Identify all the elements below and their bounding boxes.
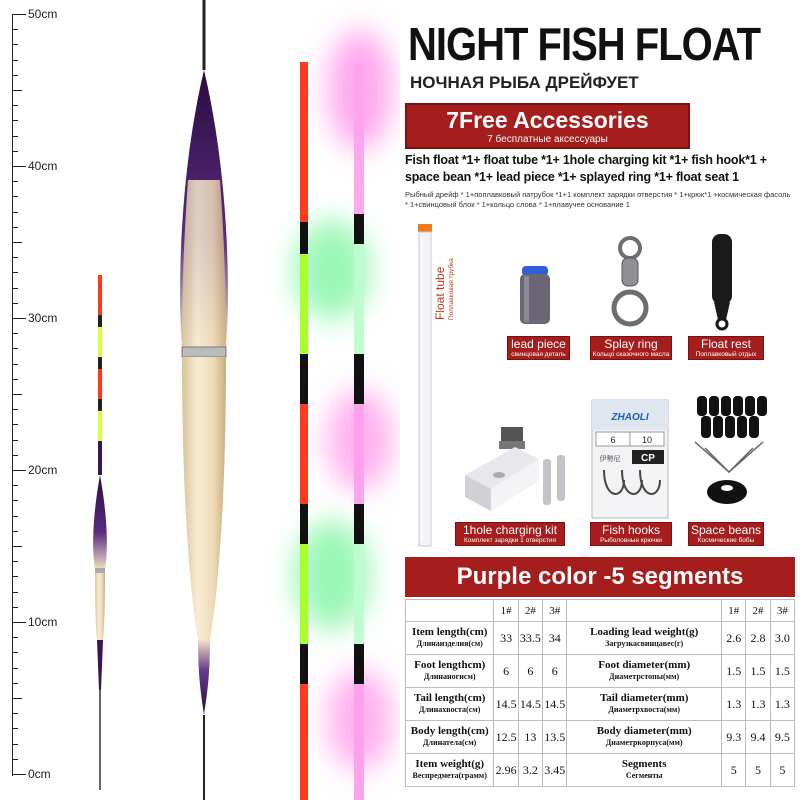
- tip-stick-glowing: [354, 64, 364, 800]
- spec-value: 1.3: [746, 688, 770, 721]
- float-rest-tag: [688, 336, 764, 360]
- ruler-tick: [12, 698, 22, 699]
- ruler-tick: [12, 500, 18, 501]
- spec-value: 1.5: [746, 655, 770, 688]
- spec-label: Foot lengthcm): [414, 659, 486, 671]
- spec-label: Item weight(g): [415, 758, 485, 770]
- spec-value: 3.45: [543, 754, 567, 787]
- spec-header-right-1: 1#: [722, 600, 746, 622]
- space-beans-label: Space beans: [690, 523, 762, 537]
- lead-piece-tag: [507, 336, 570, 360]
- ruler-tick: [12, 257, 18, 258]
- ruler-label-20: 20cm: [28, 463, 58, 477]
- ruler-tick: [12, 303, 18, 304]
- space-beans-image: [685, 392, 775, 514]
- spec-value: 13: [518, 721, 542, 754]
- spec-label: Tail length(cm): [414, 692, 486, 704]
- hook-pack-number-2: 10: [641, 435, 653, 445]
- ruler-tick: [12, 196, 18, 197]
- page-title: NIGHT FISH FLOAT: [408, 19, 761, 71]
- spec-value: 14.5: [494, 688, 518, 721]
- spec-value: 34: [543, 622, 567, 655]
- ruler-label-50: 50cm: [28, 7, 58, 21]
- spec-label-ru: Диаметркорпуса(мм): [605, 738, 683, 747]
- spec-tail-diameter-name: [567, 688, 722, 721]
- glow-effect: [294, 30, 392, 770]
- ruler-tick: [12, 424, 18, 425]
- ruler-tick: [12, 44, 18, 45]
- ruler-tick: [12, 728, 18, 729]
- spec-value: 2.96: [494, 754, 518, 787]
- spec-table: [405, 599, 795, 787]
- ruler-tick: [12, 14, 26, 15]
- spec-label-ru: Сегменты: [625, 771, 663, 780]
- spec-label: Body length(cm): [410, 725, 489, 737]
- spec-header-empty-left: [406, 600, 494, 622]
- ruler-tick: [12, 516, 18, 517]
- ruler-tick: [12, 713, 18, 714]
- charging-kit-label: 1hole charging kit: [462, 523, 558, 537]
- spec-foot-diameter-name: [567, 655, 722, 688]
- ruler-tick: [12, 181, 18, 182]
- ruler-spine: [12, 14, 13, 776]
- spec-value: 5: [722, 754, 746, 787]
- spec-label: Foot diameter(mm): [598, 659, 691, 671]
- hook-pack-code: CP: [641, 453, 655, 464]
- ruler-tick: [12, 242, 22, 243]
- ruler-tick: [12, 29, 18, 30]
- ruler-tick: [12, 75, 18, 76]
- spec-label: Tail diameter(mm): [599, 692, 689, 704]
- hook-pack-number-1: 6: [610, 435, 616, 445]
- spec-body-diameter-name: [567, 721, 722, 754]
- ruler-tick: [12, 561, 18, 562]
- float-tube-label: [430, 240, 462, 322]
- spec-label: Item length(cm): [411, 626, 488, 638]
- ruler-tick: [12, 637, 18, 638]
- spec-value: 1.3: [722, 688, 746, 721]
- ruler-tick: [12, 364, 18, 365]
- spec-value: 3.2: [518, 754, 542, 787]
- ruler-tick: [12, 531, 18, 532]
- ruler-tick: [12, 394, 22, 395]
- small-float: [93, 275, 107, 790]
- spec-label-ru: Диаметрстопы(мм): [609, 672, 680, 681]
- table-row: [406, 754, 795, 787]
- accessories-banner-subtitle: 7 бесплатные аксессуары: [487, 134, 608, 145]
- splay-ring-tag: [590, 336, 672, 360]
- spec-header-right-2: 2#: [746, 600, 770, 622]
- accessories-list-ru: Рыбный дрейф * 1+поплавковый патрубок *1+1 комплект зарядки отверстия * 1+крюк*1 +космическая фасоль * 1+свинцовый блок * 1+кольцо слова * 1+плавучее основание 1: [405, 190, 791, 209]
- ruler-tick: [12, 470, 26, 471]
- accessories-banner-title: 7Free Accessories: [446, 107, 649, 133]
- spec-header-left-1: 1#: [494, 600, 518, 622]
- spec-item-weight-name: [406, 754, 494, 787]
- spec-label-ru: Длинаизделия(см): [416, 639, 483, 648]
- spec-label: Segments: [621, 758, 667, 770]
- spec-value: 6: [543, 655, 567, 688]
- ruler: [0, 0, 70, 800]
- page-subtitle: НОЧНАЯ РЫБА ДРЕЙФУЕТ: [410, 73, 639, 92]
- spec-segments-name: [567, 754, 722, 787]
- spec-label-ru: Длинаногисм): [423, 672, 476, 681]
- ruler-tick: [12, 455, 18, 456]
- float-product-photo: [70, 0, 400, 800]
- space-beans-tag: [688, 522, 764, 546]
- spec-value: 14.5: [518, 688, 542, 721]
- fish-hooks-label: Fish hooks: [601, 523, 661, 537]
- ruler-label-30: 30cm: [28, 311, 58, 325]
- float-rest-image: [702, 232, 742, 332]
- ruler-tick: [12, 318, 26, 319]
- ruler-tick: [12, 592, 18, 593]
- spec-value: 33: [494, 622, 518, 655]
- spec-value: 2.8: [746, 622, 770, 655]
- fish-hooks-tag: [590, 522, 672, 546]
- table-row: [406, 655, 795, 688]
- ruler-tick: [12, 744, 18, 745]
- ruler-tick: [12, 652, 18, 653]
- spec-header-left-2: 2#: [518, 600, 542, 622]
- spec-tail-length-name: [406, 688, 494, 721]
- spec-value: 12.5: [494, 721, 518, 754]
- spec-table-title: Purple color -5 segments: [405, 557, 795, 597]
- spec-value: 5: [746, 754, 770, 787]
- ruler-tick: [12, 120, 18, 121]
- ruler-tick: [12, 105, 18, 106]
- ruler-label-0: 0cm: [28, 767, 51, 781]
- space-beans-label-ru: Космические бобы: [697, 537, 755, 544]
- spec-value: 1.5: [722, 655, 746, 688]
- ruler-tick: [12, 227, 18, 228]
- ruler-tick: [12, 136, 18, 137]
- ruler-tick: [12, 440, 18, 441]
- ruler-tick: [12, 622, 26, 623]
- spec-label-ru: Диаметрхвоста(мм): [608, 705, 681, 714]
- splay-ring-label: Splay ring: [604, 337, 658, 351]
- spec-lead-weight-name: [567, 622, 722, 655]
- lead-piece-image: [510, 262, 560, 332]
- ruler-tick: [12, 485, 18, 486]
- large-float: [180, 0, 228, 800]
- ruler-tick: [12, 409, 18, 410]
- ruler-label-10: 10cm: [28, 615, 58, 629]
- spec-label-ru: Загрузкасвинцавес(г): [605, 639, 684, 648]
- ruler-tick: [12, 576, 18, 577]
- spec-value: 9.4: [746, 721, 770, 754]
- spec-value: 6: [494, 655, 518, 688]
- table-row: [406, 721, 795, 754]
- fish-hooks-image: [590, 398, 670, 520]
- spec-label: Loading lead weight(g): [590, 626, 699, 638]
- charging-kit-tag: [455, 522, 565, 546]
- charging-kit-image: [455, 425, 575, 520]
- spec-foot-length-name: [406, 655, 494, 688]
- float-tube-label-ru: Поплавковая трубка: [448, 258, 455, 320]
- spec-value: 33.5: [518, 622, 542, 655]
- spec-value: 5: [770, 754, 794, 787]
- ruler-label-40: 40cm: [28, 159, 58, 173]
- spec-body-length-name: [406, 721, 494, 754]
- tip-stick-opaque: [300, 62, 308, 800]
- spec-value: 13.5: [543, 721, 567, 754]
- charging-kit-label-ru: Комплект зарядки 1 отверстия: [463, 537, 557, 544]
- ruler-tick: [12, 151, 18, 152]
- ruler-tick: [12, 272, 18, 273]
- float-rest-label-ru: Поплавковый отдых: [695, 351, 757, 358]
- table-row: [406, 688, 795, 721]
- spec-value: 1.5: [770, 655, 794, 688]
- spec-value: 3.0: [770, 622, 794, 655]
- float-tube-label-en: Float tube: [433, 266, 447, 320]
- spec-header-left-3: 3#: [543, 600, 567, 622]
- spec-value: 9.5: [770, 721, 794, 754]
- spec-value: 1.3: [770, 688, 794, 721]
- hook-pack-jp: 伊勢尼: [599, 455, 621, 463]
- spec-value: 6: [518, 655, 542, 688]
- ruler-tick: [12, 546, 22, 547]
- table-row: [406, 622, 795, 655]
- spec-label-ru: Длинахвоста(см): [419, 705, 481, 714]
- ruler-tick: [12, 166, 26, 167]
- ruler-tick: [12, 333, 18, 334]
- accessories-list-en: Fish float *1+ float tube *1+ 1hole charging kit *1+ fish hook*1 + space bean *1+ lead piece *1+ splayed ring *1+ float seat 1: [405, 153, 767, 184]
- ruler-tick: [12, 212, 18, 213]
- spec-value: 14.5: [543, 688, 567, 721]
- hook-pack-brand: ZHAOLI: [611, 412, 649, 423]
- splay-ring-label-ru: Кольцо сказочного масла: [592, 351, 670, 358]
- fish-hooks-label-ru: Рыболовные крючки: [600, 537, 662, 544]
- spec-item-length-name: [406, 622, 494, 655]
- spec-label-ru: Длинатела(см): [423, 738, 477, 747]
- ruler-tick: [12, 607, 18, 608]
- splay-ring-image: [605, 234, 655, 334]
- accessories-banner: [405, 103, 690, 149]
- ruler-tick: [12, 90, 22, 91]
- spec-value: 2.6: [722, 622, 746, 655]
- ruler-tick: [12, 60, 18, 61]
- spec-header-empty-right: [567, 600, 722, 622]
- spec-label-ru: Веспредмета(грамм): [412, 771, 487, 780]
- spec-value: 9.3: [722, 721, 746, 754]
- ruler-tick: [12, 288, 18, 289]
- lead-piece-label-ru: свинцовая деталь: [511, 351, 566, 358]
- ruler-tick: [12, 759, 18, 760]
- ruler-tick: [12, 683, 18, 684]
- spec-table-header-row: [406, 600, 795, 622]
- ruler-tick: [12, 774, 26, 775]
- ruler-tick: [12, 348, 18, 349]
- spec-header-right-3: 3#: [770, 600, 794, 622]
- lead-piece-label: lead piece: [511, 337, 566, 351]
- ruler-tick: [12, 668, 18, 669]
- spec-label: Body diameter(mm): [596, 725, 692, 737]
- ruler-tick: [12, 379, 18, 380]
- float-rest-label: Float rest: [700, 337, 751, 351]
